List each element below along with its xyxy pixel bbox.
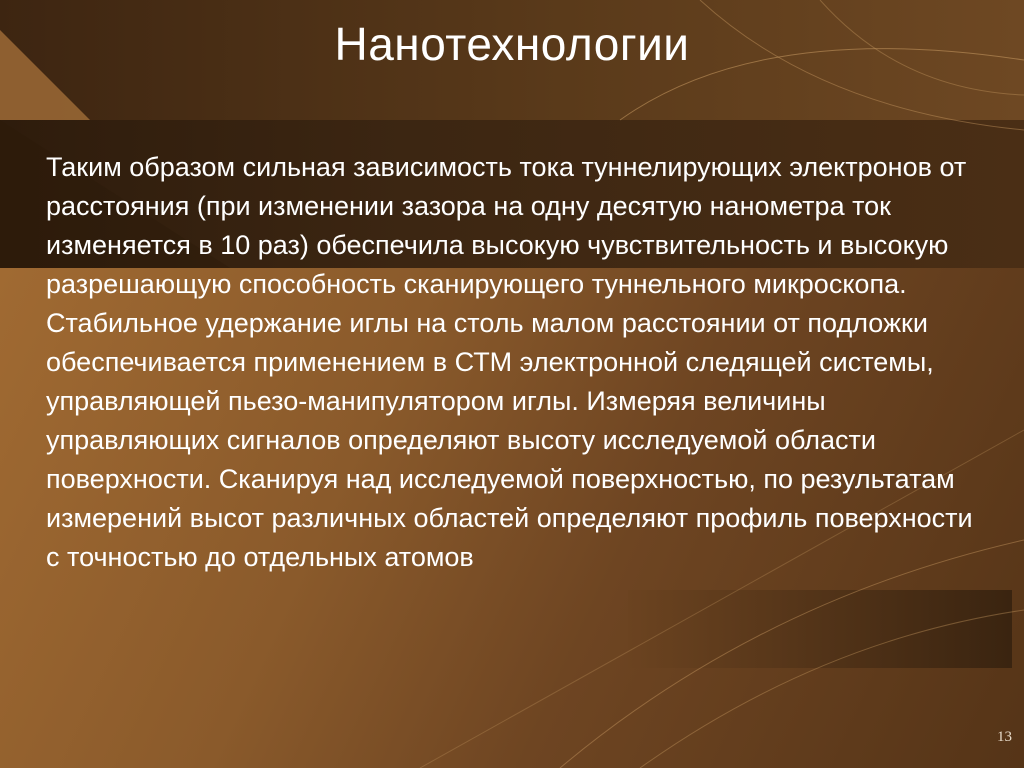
slide-title: Нанотехнологии [334,18,690,70]
decorative-curve [640,610,1024,768]
slide-body-text: Таким образом сильная зависимость тока туннелирующих электронов от расстояния (при изменении зазора на одну десятую нанометра ток изменяется в 10 раз) обеспечила высокую чувствительность и высокую разрешающую способность сканирующего туннельного микроскопа. Стабильное удержание иглы на столь малом расстоянии от подложки обеспечивается применением в СТМ электронной следящей системы, управляющей пьезо-манипулятором иглы. Измеряя величины управляющих сигналов определяют высоту исследуемой области поверхности. Сканируя над исследуемой поверхностью, по результатам измерений высот различных областей определяют профиль поверхности с точностью до отдельных атомов [46,152,973,572]
page-number: 13 [997,729,1012,745]
